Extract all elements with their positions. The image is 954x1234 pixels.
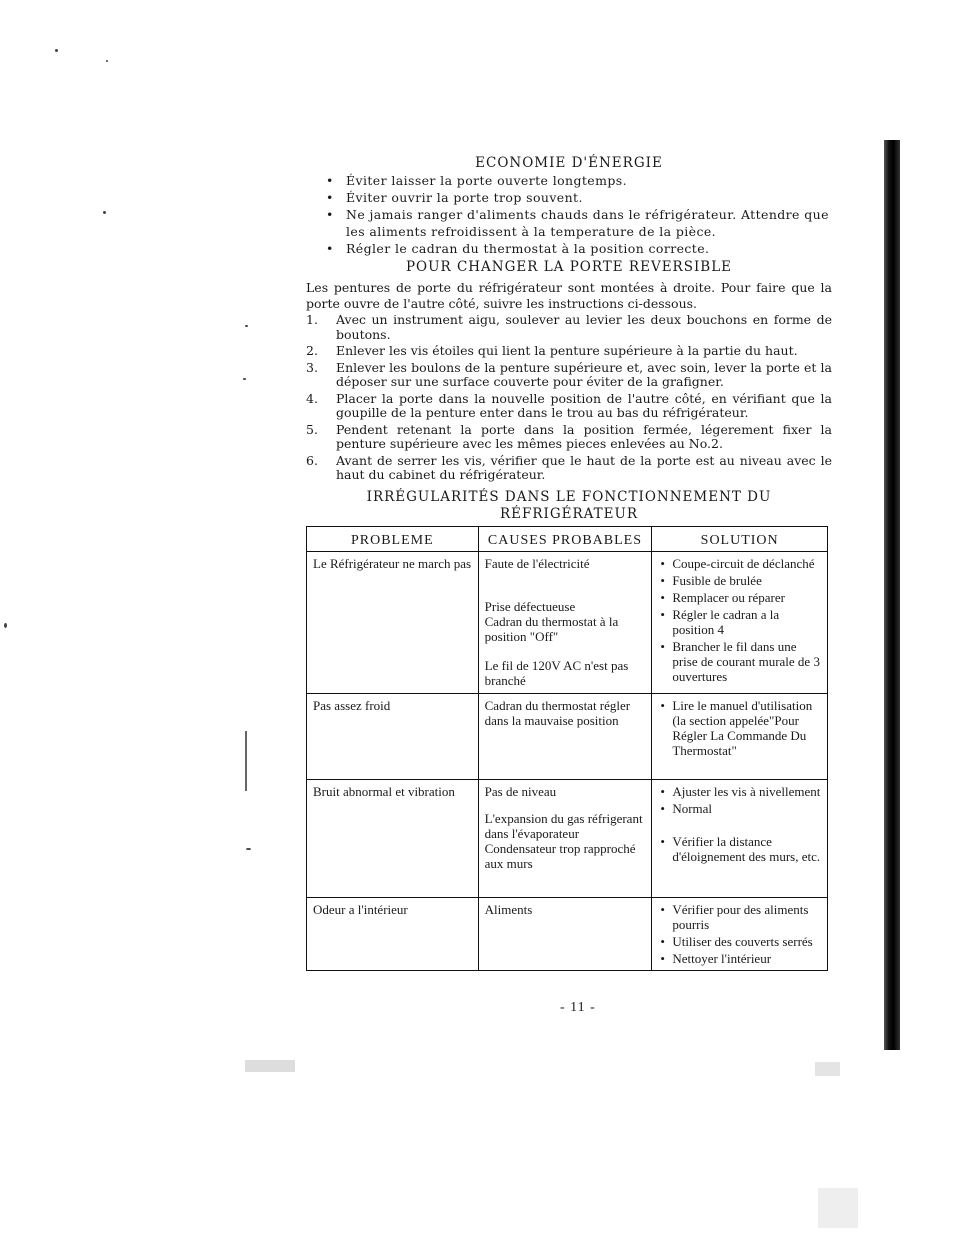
solution-item: • Vérifier pour des aliments pourris xyxy=(658,902,823,932)
table-row xyxy=(307,693,828,779)
scan-speck xyxy=(55,49,58,52)
cause-text: Prise défectueuse xyxy=(484,598,576,614)
scan-smudge xyxy=(815,1062,840,1076)
table-row xyxy=(307,551,828,693)
door-intro: Les pentures de porte du réfrigérateur sont montées à droite. Pour faire que la porte ouvre de l'autre côté, suivre les instructions ci-dessous. xyxy=(306,280,832,311)
solution-cell xyxy=(652,779,828,897)
solution-cell xyxy=(652,897,828,970)
door-heading: POUR CHANGER LA PORTE REVERSIBLE xyxy=(405,259,733,275)
door-steps xyxy=(306,313,832,483)
step-text: Enlever les vis étoiles qui lient la penture supérieure à la partie du haut. xyxy=(336,343,798,358)
cause-text: Condensateur trop rapproché aux murs xyxy=(484,840,636,871)
header-solution: SOLUTION xyxy=(652,526,828,551)
problem-cell: Odeur a l'intérieur xyxy=(307,897,479,970)
step-text: Avec un instrument aigu, soulever au levier les deux bouchons en forme de boutons. xyxy=(336,312,832,342)
problem-cell: Pas assez froid xyxy=(307,693,479,779)
solution-item: • Lire le manuel d'utilisation (la section appelée"Pour Régler La Commande Du Thermostat" xyxy=(658,698,823,758)
scan-speck xyxy=(246,848,251,850)
manual-page xyxy=(306,155,832,971)
step-text: Avant de serrer les vis, vérifier que le haut de la porte est au niveau avec le haut du cabinet du réfrigérateur. xyxy=(336,452,832,482)
solution-item: • Brancher le fil dans une prise de courant murale de 3 ouvertures xyxy=(658,639,823,684)
trouble-heading-line1: IRRÉGULARITÉS DANS LE FONCTIONNEMENT DU xyxy=(366,488,772,505)
step-number: 1. xyxy=(306,312,318,327)
step-item xyxy=(306,344,832,359)
header-causes: CAUSES PROBABLES xyxy=(478,526,652,551)
table-header-row xyxy=(307,526,828,551)
scan-speck xyxy=(106,60,108,62)
cause-text: L'expansion du gas réfrigerant dans l'évaporateur xyxy=(484,810,643,841)
step-item xyxy=(306,392,832,421)
step-item xyxy=(306,313,832,342)
list-item: • Éviter ouvrir la porte trop souvent. xyxy=(306,189,832,206)
troubleshooting-table xyxy=(306,526,828,971)
step-number: 2. xyxy=(306,343,318,358)
step-text: Enlever les boulons de la penture supérieure et, avec soin, lever la porte et la déposer sur une surface couverte pour éviter de la grafigner. xyxy=(336,359,832,389)
solution-item: • Régler le cadran a la position 4 xyxy=(658,607,823,637)
scan-speck xyxy=(4,623,7,628)
step-number: 3. xyxy=(306,359,318,375)
page-number: - 11 - xyxy=(560,1000,596,1015)
scan-edge-bar xyxy=(884,140,900,1050)
cause-text: Pas de niveau xyxy=(484,783,557,799)
step-item xyxy=(306,454,832,483)
cause-text: Aliments xyxy=(484,901,533,917)
solution-item: • Nettoyer l'intérieur xyxy=(658,951,823,966)
header-problem: PROBLEME xyxy=(307,526,479,551)
list-item: • Ne jamais ranger d'aliments chauds dans le réfrigérateur. Attendre que les aliments refroidissent à la temperature de la pièce. xyxy=(306,206,832,240)
step-text: Pendent retenant la porte dans la position fermée, légerement fixer la penture supérieure avec les mêmes pieces enlevées au No.2. xyxy=(336,421,832,451)
scan-speck xyxy=(103,211,106,214)
table-row xyxy=(307,897,828,970)
causes-cell xyxy=(478,551,652,693)
problem-cell: Le Réfrigérateur ne march pas xyxy=(307,551,479,693)
solution-item: • Fusible de brulée xyxy=(658,573,823,588)
trouble-heading-line2: RÉFRIGÉRATEUR xyxy=(499,505,639,522)
causes-cell xyxy=(478,779,652,897)
step-number: 5. xyxy=(306,421,318,437)
table-row xyxy=(307,779,828,897)
solution-item: • Normal xyxy=(658,801,823,816)
scan-speck xyxy=(243,378,246,380)
list-item: • Régler le cadran du thermostat à la position correcte. xyxy=(306,240,832,257)
solution-cell xyxy=(652,551,828,693)
step-item xyxy=(306,361,832,390)
solution-cell xyxy=(652,693,828,779)
scan-smudge xyxy=(245,1060,295,1072)
step-text: Placer la porte dans la nouvelle position de l'autre côté, en vérifiant que la goupille de la penture enter dans le trou au bas du réfrigérateur. xyxy=(336,390,832,420)
energy-heading: ECONOMIE D'ÉNERGIE xyxy=(475,155,663,171)
solution-item: • Vérifier la distance d'éloignement des murs, etc. xyxy=(658,834,823,864)
scan-line xyxy=(245,731,247,791)
causes-cell xyxy=(478,897,652,970)
solution-item: • Ajuster les vis à nivellement xyxy=(658,784,823,799)
step-number: 4. xyxy=(306,390,318,406)
cause-text: Cadran du thermostat à la position "Off" xyxy=(484,613,619,644)
cause-text: Le fil de 120V AC n'est pas branché xyxy=(484,657,629,688)
problem-cell: Bruit abnormal et vibration xyxy=(307,779,479,897)
scan-speck xyxy=(245,325,248,327)
solution-item: • Remplacer ou réparer xyxy=(658,590,823,605)
scan-smudge xyxy=(818,1188,858,1228)
cause-text: Faute de l'électricité xyxy=(484,555,590,571)
step-item xyxy=(306,423,832,452)
solution-item: • Utiliser des couverts serrés xyxy=(658,934,823,949)
energy-list xyxy=(306,172,832,257)
causes-cell xyxy=(478,693,652,779)
solution-item: • Coupe-circuit de déclanché xyxy=(658,556,823,571)
list-item: • Éviter laisser la porte ouverte longtemps. xyxy=(306,172,832,189)
cause-text: Cadran du thermostat régler dans la mauvaise position xyxy=(484,697,631,728)
step-number: 6. xyxy=(306,452,318,468)
